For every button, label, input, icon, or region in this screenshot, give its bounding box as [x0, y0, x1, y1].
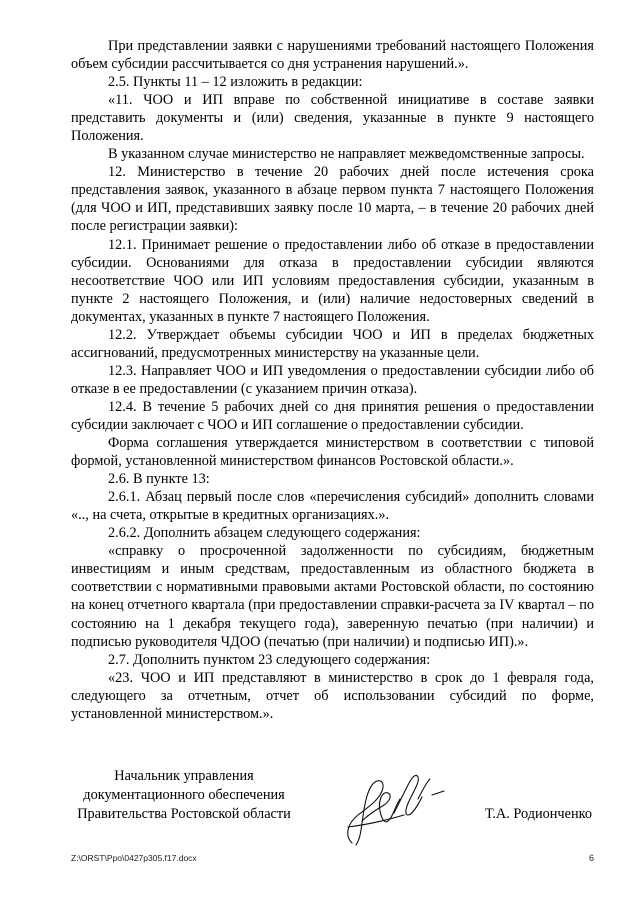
position-line: Правительства Ростовской области	[77, 806, 291, 822]
paragraph: 12.4. В течение 5 рабочих дней со дня принятия решения о предоставлении субсидии заключает с ЧОО и ИП соглашение о предоставлении субсидии.	[71, 398, 594, 433]
position-line: Начальник управления	[114, 768, 254, 784]
paragraph: 2.7. Дополнить пунктом 23 следующего содержания:	[108, 651, 431, 668]
paragraph: 2.6.2. Дополнить абзацем следующего содержания:	[108, 525, 421, 542]
position-line: документационного обеспечения	[83, 787, 285, 803]
paragraph: «23. ЧОО и ИП представляют в министерство в срок до 1 февраля года, следующего за отчетным, отчет об использовании субсидий по форме, установленной министерством.».	[71, 669, 594, 722]
paragraph: «11. ЧОО и ИП вправе по собственной инициативе в составе заявки представить документы и (или) сведения, указанные в пункте 9 настоящего Положения.	[71, 92, 594, 145]
page-number: 6	[588, 853, 594, 863]
paragraph: 12.3. Направляет ЧОО и ИП уведомления о предоставлении субсидии либо об отказе в ее предоставлении (с указанием причин отказа).	[71, 362, 594, 397]
paragraph: «справку о просроченной задолженности по субсидиям, бюджетным инвестициям и иным средствам, предоставленным из областного бюджета в соответствии с нормативными правовыми актами Ростовской области, по состоянию на конец отчетного квартала (при предоставлении справки-расчета за IV квартал – по состоянию на 1 декабря текущего года), заверенную печатью (при наличии) и подписью руководителя ЧДОО (печатью (при наличии) и подписью ИП).».	[71, 543, 594, 650]
signer-name: Т.А. Родионченко	[485, 806, 592, 822]
paragraph: 12.2. Утверждает объемы субсидии ЧОО и ИП в пределах бюджетных ассигнований, предусмотренных министерству на указанные цели.	[71, 326, 594, 361]
paragraph: 12. Министерство в течение 20 рабочих дней после истечения срока представления заявок, указанного в абзаце первом пункта 7 настоящего Положения (для ЧОО и ИП, представивших заявку после 10 марта, – в течение 20 рабочих дней после регистрации заявки):	[71, 164, 594, 235]
paragraph: Форма соглашения утверждается министерством в соответствии с типовой формой, установленной министерством финансов Ростовской области.».	[71, 435, 594, 470]
handwritten-signature	[334, 765, 454, 850]
paragraph: 2.6.1. Абзац первый после слов «перечисления субсидий» дополнить словами «.., на счета, открытые в кредитных организациях.».	[71, 489, 594, 524]
paragraph: 12.1. Принимает решение о предоставлении либо об отказе в предоставлении субсидии. Основаниями для отказа в предоставлении субсидии являются несоответствие ЧОО или ИП условиям предоставления субсидии, указанным в пункте 2 настоящего Положения, и (или) наличие недостоверных сведений в документах, указанных в пункте 7 настоящего Положения.	[71, 236, 594, 325]
paragraph: При представлении заявки с нарушениями требований настоящего Положения объем субсидии рассчитывается со дня устранения нарушений.».	[71, 38, 594, 73]
document-body	[71, 37, 594, 723]
file-path: Z:\ORST\Ppo\0427p305.f17.docx	[71, 853, 197, 863]
signatory-position	[64, 767, 304, 824]
paragraph: В указанном случае министерство не направляет межведомственные запросы.	[108, 146, 585, 163]
paragraph: 2.6. В пункте 13:	[108, 471, 210, 488]
paragraph: 2.5. Пункты 11 – 12 изложить в редакции:	[108, 74, 363, 91]
